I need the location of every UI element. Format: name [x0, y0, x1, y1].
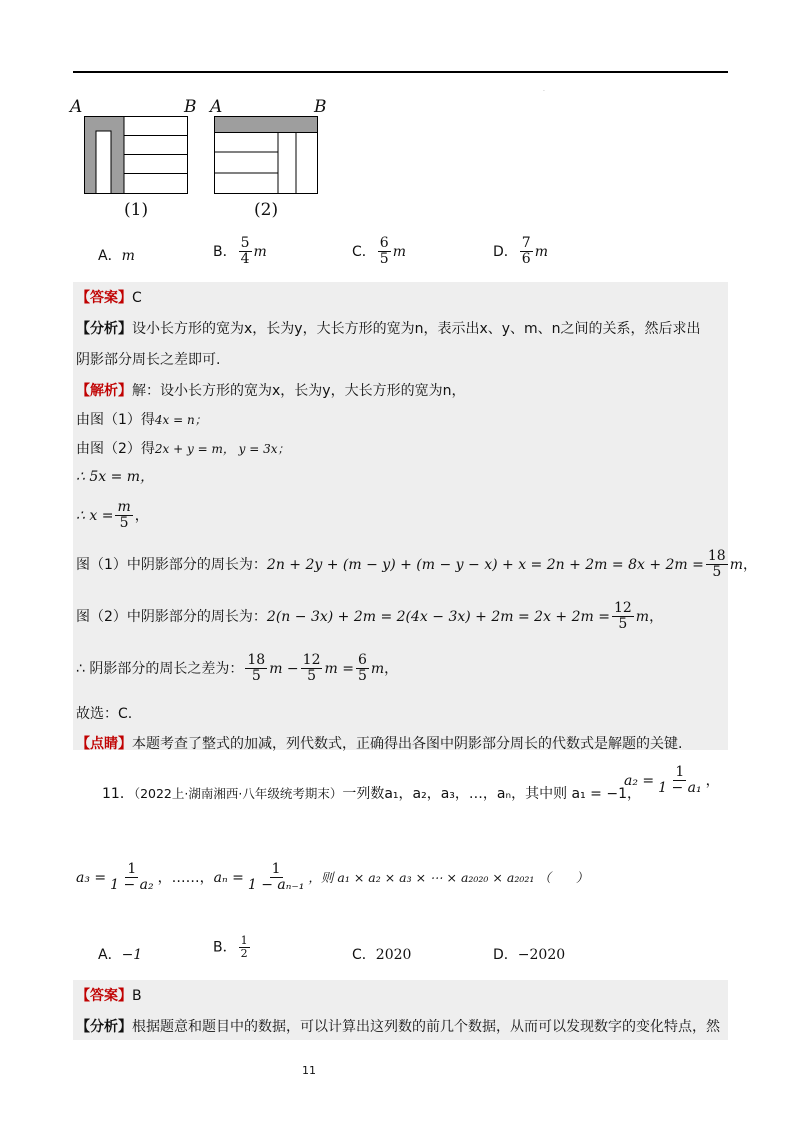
- figure-1-diagram: [84, 116, 188, 194]
- header-rule: [73, 71, 728, 73]
- q10-analysis-line-1: 【分析】设小长方形的宽为x，长为y，大长方形的宽为n，表示出x、y、m、n之间的关系，然后求出: [76, 321, 701, 337]
- figure1-label-a: A: [70, 97, 83, 117]
- q10-solution-line-5: ∴ x = $\frac{m}{5}$ ，: [76, 499, 149, 532]
- figure2-label-b: B: [314, 97, 327, 117]
- q11-option-c: C．2020: [352, 947, 412, 963]
- q11-option-a: A．−1: [98, 947, 143, 963]
- q10-solution-line-6: 图（1）中阴影部分的周长为：2n + 2y + (m − y) + (m − y − x) + x = 2n + 2m = 8x + 2m = $\frac{18}{5}$ m，: [76, 548, 757, 581]
- q10-solution-line-7: 图（2）中阴影部分的周长为：2(n − 3x) + 2m = 2(4x − 3x) + 2m = 2x + 2m = $\frac{12}{5}$ m，: [76, 600, 664, 633]
- figure-2-caption: (2): [254, 200, 279, 220]
- q10-solution-line-9: 故选：C.: [76, 706, 133, 722]
- q10-option-b: B． $\frac{5}{4}$ m: [213, 235, 267, 268]
- q11-analysis-line: 【分析】根据题意和题目中的数据，可以计算出这列数的前几个数据，从而可以发现数字的变化特点，然: [76, 1019, 720, 1035]
- figure1-label-b: B: [184, 97, 197, 117]
- q10-solution-line-3: 由图（2）得2x + y = m， y = 3x；: [76, 441, 290, 457]
- figure-2-diagram: [214, 116, 318, 194]
- q11-a2-formula: a₂ = $\frac{1}{\text{1 − a₁}}$ ，: [624, 764, 720, 797]
- q10-solution-line-1: 【解析】解：设小长方形的宽为x，长为y，大长方形的宽为n，: [76, 383, 466, 399]
- q10-answer-line: 【答案】C: [76, 290, 142, 306]
- q10-option-a: A．m: [98, 248, 135, 264]
- q10-comment-line: 【点睛】本题考查了整式的加减，列代数式，正确得出各图中阴影部分周长的代数式是解题的关键.: [76, 736, 683, 752]
- q10-analysis-line-2: 阴影部分周长之差即可.: [76, 352, 221, 368]
- q10-solution-line-2: 由图（1）得4x = n；: [76, 412, 207, 428]
- q11-option-d: D．−2020: [493, 947, 566, 963]
- stray-dot: .: [543, 86, 545, 93]
- q11-answer-line: 【答案】B: [76, 988, 142, 1004]
- page-number: 11: [302, 1064, 316, 1077]
- q11-stem-line-2: a₃ = $\frac{1}{\text{1 − a₂}}$ ，……，aₙ = $\frac{1}{\text{1 − aₙ₋₁}}$ ，则 a₁ × a₂ × a₃ × ⋯ × a₂₀₂₀ × a₂₀₂₁ （ ）: [76, 861, 589, 894]
- q10-option-d: D． $\frac{7}{6}$ m: [493, 235, 548, 268]
- q11-option-b: B． $\frac{1}{2}$: [213, 934, 248, 961]
- q10-solution-line-8: ∴ 阴影部分的周长之差为： $\frac{18}{5}$ m − $\frac{12}{5}$ m = $\frac{6}{5}$ m，: [76, 652, 399, 685]
- q11-stem-line-1: 11．（2022上·湖南湘西·八年级统考期末）一列数a₁，a₂，a₃，…，aₙ，其中则 a₁ = −1，: [102, 786, 641, 802]
- figure-1-caption: (1): [124, 200, 149, 220]
- q10-solution-line-4: ∴ 5x = m，: [76, 469, 155, 485]
- q10-option-c: C． $\frac{6}{5}$ m: [352, 235, 406, 268]
- figure2-label-a: A: [210, 97, 223, 117]
